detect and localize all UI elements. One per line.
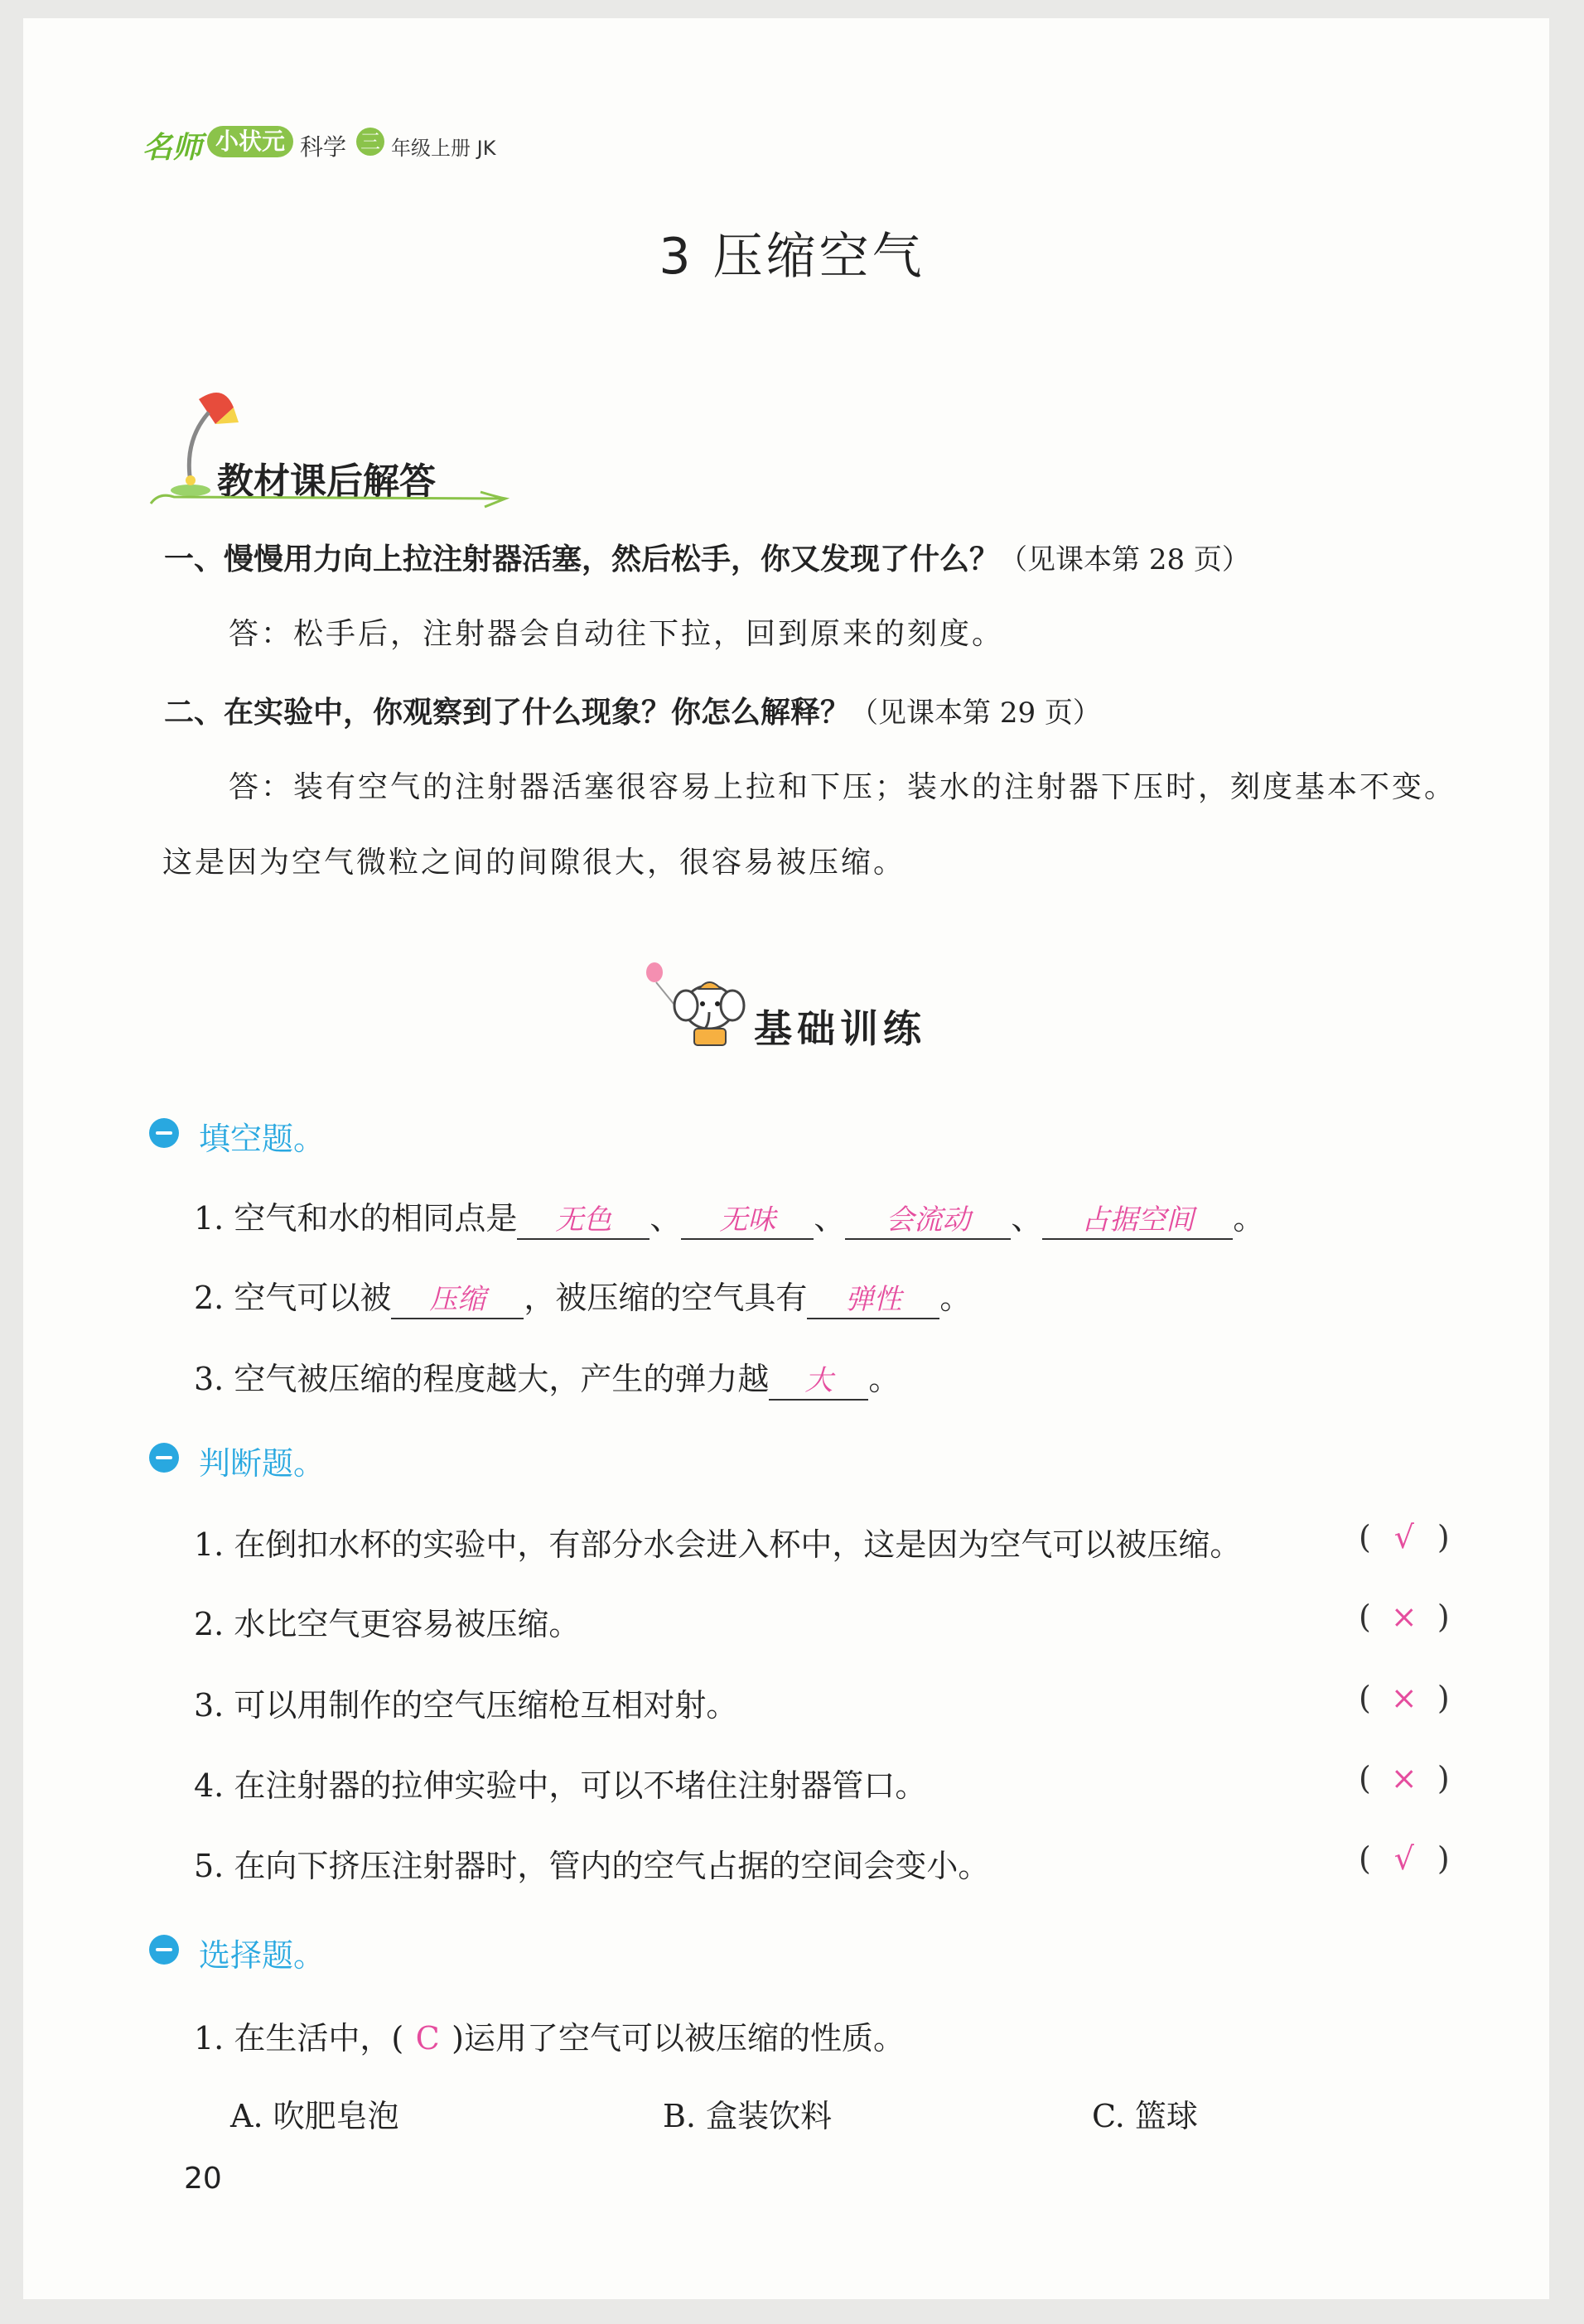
period: 。: [1233, 1200, 1265, 1237]
period: 。: [868, 1361, 901, 1397]
fill-item-2-text: 2. 空气可以被: [194, 1280, 392, 1316]
judge-mark: √: [1393, 1840, 1414, 1877]
paren-close: ): [1437, 1598, 1450, 1635]
fill-blank: 占据空间: [1042, 1202, 1233, 1240]
paren-open: (: [1359, 1840, 1371, 1877]
question-2: [164, 689, 1101, 731]
grade-label: 年级上册 JK: [391, 137, 496, 160]
choice-item-1-suffix: )运用了空气可以被压缩的性质。: [452, 2020, 905, 2056]
paren-close: ): [1437, 1519, 1450, 1555]
fill-label: 填空题。: [199, 1121, 326, 1157]
fill-item-2-mid: ，被压缩的空气具有: [524, 1280, 808, 1316]
fill-blank: 压缩: [391, 1281, 524, 1319]
judge-item-4: 4. 在注射器的拉伸实验中，可以不堵住注射器管口。: [194, 1767, 927, 1804]
fill-item-2: [194, 1272, 971, 1319]
judge-item-2: 2. 水比空气更容易被压缩。: [194, 1606, 581, 1642]
judge-answer-4: [1359, 1760, 1450, 1796]
section-badge-judge: [149, 1443, 179, 1473]
chapter-title: 3 压缩空气: [659, 228, 925, 286]
judge-item-1: 1. 在倒扣水杯的实验中，有部分水会进入杯中，这是因为空气可以被压缩。: [194, 1526, 1242, 1563]
elephant-mascot-icon: [645, 959, 752, 1050]
brand-badge: 小状元: [207, 126, 293, 157]
paren-close: ): [1437, 1760, 1450, 1796]
fill-item-1: [194, 1193, 1264, 1240]
paren-close: ): [1437, 1840, 1450, 1877]
judge-item-5: 5. 在向下挤压注射器时，管内的空气占据的空间会变小。: [194, 1848, 990, 1884]
question-2-ref: （见课本第 29 页）: [850, 697, 1101, 730]
separator: 、: [1011, 1200, 1043, 1237]
judge-item-3: 3. 可以用制作的空气压缩枪互相对射。: [194, 1687, 738, 1724]
fill-blank: 大: [769, 1362, 868, 1401]
answer-1: 答：松手后，注射器会自动往下拉，回到原来的刻度。: [229, 617, 1005, 651]
fill-item-3: [194, 1353, 900, 1401]
paren-open: (: [1359, 1680, 1371, 1716]
brand-name: 名师: [142, 130, 203, 165]
question-2-text: 二、在实验中，你观察到了什么现象？你怎么解释？: [164, 696, 851, 730]
question-1: [164, 536, 1250, 578]
choice-label: 选择题。: [199, 1937, 326, 1974]
judge-mark: ×: [1390, 1598, 1417, 1635]
subject-label: 科学: [300, 133, 347, 161]
fill-blank: 无味: [681, 1202, 814, 1240]
answer-2-line-2: 这是因为空气微粒之间的间隙很大，很容易被压缩。: [162, 846, 906, 880]
judge-label: 判断题。: [199, 1445, 326, 1482]
period: 。: [939, 1280, 972, 1316]
choice-answer: C: [415, 2020, 440, 2056]
fill-item-3-text: 3. 空气被压缩的程度越大，产生的弹力越: [194, 1361, 770, 1397]
choice-item-1-prefix: 1. 在生活中，(: [194, 2020, 404, 2056]
fill-blank: 无色: [517, 1202, 650, 1240]
paren-open: (: [1359, 1598, 1371, 1635]
fill-item-1-text: 1. 空气和水的相同点是: [194, 1200, 518, 1237]
section-title-textbook: 教材课后解答: [217, 460, 436, 503]
judge-answer-2: [1359, 1598, 1450, 1635]
section-title-training: 基础训练: [754, 1006, 926, 1051]
paren-open: (: [1359, 1760, 1371, 1796]
fill-blank: 弹性: [807, 1281, 939, 1319]
question-1-text: 一、慢慢用力向上拉注射器活塞，然后松手，你又发现了什么？: [164, 542, 1000, 576]
section-underline: [149, 489, 514, 509]
grade-circle: 三: [356, 128, 384, 156]
answer-2-line-1: 答：装有空气的注射器活塞很容易上拉和下压；装水的注射器下压时，刻度基本不变。: [229, 770, 1457, 804]
judge-mark: √: [1393, 1519, 1414, 1555]
section-badge-choice: [149, 1935, 179, 1965]
judge-answer-5: [1359, 1840, 1450, 1877]
judge-mark: ×: [1390, 1680, 1417, 1716]
choice-item-1: [194, 2013, 905, 2058]
question-1-ref: （见课本第 28 页）: [999, 543, 1250, 576]
fill-blank: 会流动: [845, 1202, 1011, 1240]
choice-option-a: A. 吹肥皂泡: [230, 2098, 399, 2134]
separator: 、: [814, 1200, 846, 1237]
choice-option-b: B. 盒装饮料: [663, 2098, 833, 2134]
paren-open: (: [1359, 1519, 1371, 1555]
section-badge-fill: [149, 1118, 179, 1148]
paren-close: ): [1437, 1680, 1450, 1716]
judge-answer-3: [1359, 1680, 1450, 1716]
judge-mark: ×: [1390, 1760, 1417, 1796]
judge-answer-1: [1359, 1519, 1450, 1555]
choice-option-c: C. 篮球: [1092, 2098, 1198, 2134]
separator: 、: [650, 1200, 682, 1237]
page-number: 20: [184, 2162, 222, 2196]
